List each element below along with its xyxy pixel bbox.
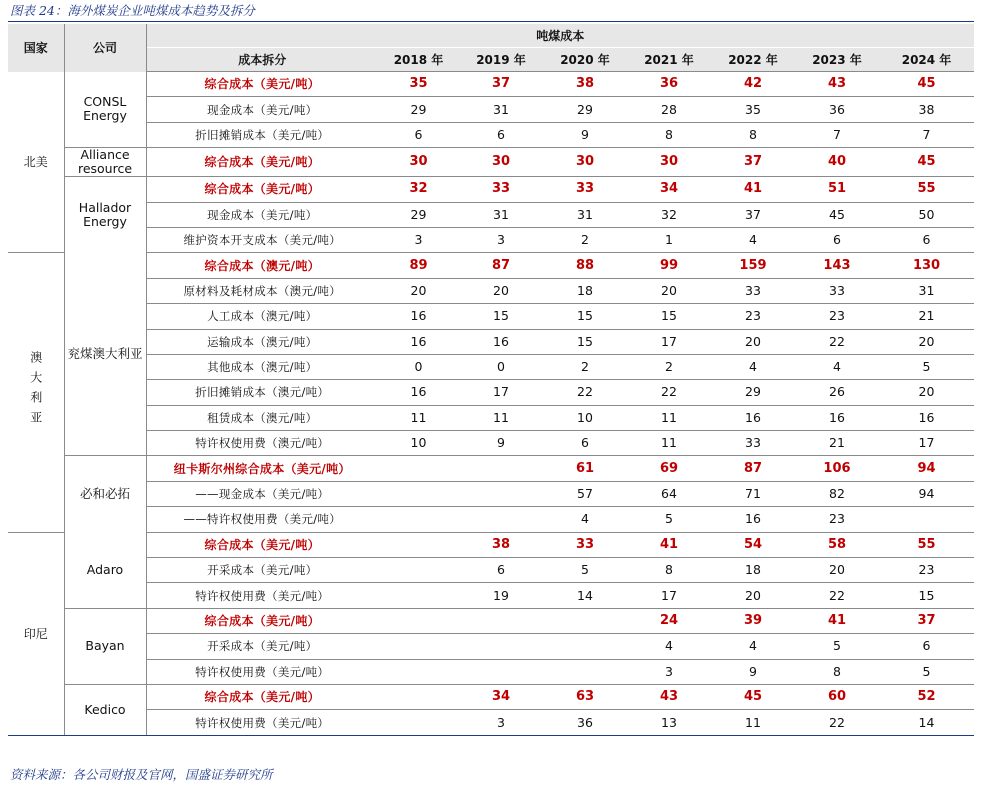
cost-value: 2	[627, 354, 711, 379]
cost-item-label: 折旧摊销成本（澳元/吨）	[146, 380, 378, 405]
cost-item-label: 人工成本（澳元/吨）	[146, 304, 378, 329]
cost-value: 87	[459, 253, 543, 278]
cost-value: 159	[711, 253, 795, 278]
cost-row	[8, 481, 974, 506]
cost-value: 60	[795, 684, 879, 709]
cost-value: 3	[378, 227, 459, 252]
cost-row	[8, 380, 974, 405]
cost-value: 20	[711, 583, 795, 608]
cost-value: 0	[459, 354, 543, 379]
cost-value: 20	[711, 329, 795, 354]
cost-value: 2	[543, 354, 627, 379]
cost-value: 42	[711, 72, 795, 97]
cost-value: 41	[711, 177, 795, 202]
cost-value: 2	[543, 227, 627, 252]
cost-value: 10	[378, 431, 459, 456]
cost-value: 13	[627, 710, 711, 735]
cost-value: 9	[543, 122, 627, 147]
cost-value: 5	[795, 634, 879, 659]
country-label: 澳大利亚	[28, 350, 43, 431]
country-cell	[8, 72, 64, 253]
cost-value: 16	[378, 304, 459, 329]
cost-item-label: 开采成本（美元/吨）	[146, 558, 378, 583]
cost-value: 11	[378, 405, 459, 430]
cost-value: 36	[627, 72, 711, 97]
cost-value: 5	[543, 558, 627, 583]
company-name: Kedico	[84, 701, 126, 717]
cost-value: 11	[459, 405, 543, 430]
cost-value: 51	[795, 177, 879, 202]
cost-value: 17	[627, 329, 711, 354]
cost-value: 20	[459, 278, 543, 303]
cost-value: 35	[378, 72, 459, 97]
header-row-top	[8, 24, 974, 48]
cost-row	[8, 710, 974, 735]
cost-value: 7	[879, 122, 974, 147]
cost-value	[378, 532, 459, 557]
cost-table	[8, 24, 974, 736]
cost-value: 10	[543, 405, 627, 430]
cost-row	[8, 278, 974, 303]
cost-item-label: 开采成本（美元/吨）	[146, 634, 378, 659]
cost-value: 30	[459, 148, 543, 177]
cost-value: 4	[711, 634, 795, 659]
cost-value: 45	[879, 72, 974, 97]
cost-value: 94	[879, 481, 974, 506]
company-cell	[64, 684, 146, 735]
cost-value: 37	[879, 608, 974, 633]
cost-value: 37	[711, 202, 795, 227]
cost-value	[378, 558, 459, 583]
cost-value: 33	[711, 278, 795, 303]
cost-value: 21	[795, 431, 879, 456]
cost-value: 23	[879, 558, 974, 583]
year-header: 2024 年	[879, 48, 974, 72]
company-cell	[64, 177, 146, 253]
cost-value: 28	[627, 97, 711, 122]
cost-value: 38	[543, 72, 627, 97]
cost-value: 4	[711, 227, 795, 252]
cost-value: 33	[543, 532, 627, 557]
cost-value: 82	[795, 481, 879, 506]
year-header: 2020 年	[543, 48, 627, 72]
cost-value: 58	[795, 532, 879, 557]
cost-value: 50	[879, 202, 974, 227]
year-header: 2023 年	[795, 48, 879, 72]
total-cost-row	[8, 456, 974, 481]
company-name: Alliance resource	[77, 147, 133, 177]
cost-value: 22	[795, 329, 879, 354]
cost-value: 143	[795, 253, 879, 278]
cost-value: 64	[627, 481, 711, 506]
cost-value	[378, 583, 459, 608]
cost-value: 99	[627, 253, 711, 278]
cost-value: 38	[459, 532, 543, 557]
cost-value: 15	[459, 304, 543, 329]
cost-value: 6	[459, 558, 543, 583]
cost-value: 22	[795, 710, 879, 735]
cost-value: 23	[795, 304, 879, 329]
cost-item-label: 综合成本（澳元/吨）	[146, 253, 378, 278]
year-header: 2022 年	[711, 48, 795, 72]
cost-value: 7	[795, 122, 879, 147]
cost-item-label: 现金成本（美元/吨）	[146, 97, 378, 122]
cost-value: 9	[711, 659, 795, 684]
cost-value: 22	[543, 380, 627, 405]
cost-value: 14	[879, 710, 974, 735]
country-cell	[8, 253, 64, 532]
cost-value: 32	[378, 177, 459, 202]
cost-value: 23	[795, 507, 879, 532]
country-label: 印尼	[23, 626, 48, 641]
cost-value: 5	[627, 507, 711, 532]
cost-value: 29	[378, 97, 459, 122]
cost-value: 15	[627, 304, 711, 329]
cost-value: 18	[543, 278, 627, 303]
cost-value: 20	[378, 278, 459, 303]
cost-item-label: ——现金成本（美元/吨）	[146, 481, 378, 506]
company-name: Hallador Energy	[78, 200, 132, 229]
cost-value: 106	[795, 456, 879, 481]
cost-value: 3	[627, 659, 711, 684]
cost-value: 14	[543, 583, 627, 608]
cost-value: 31	[459, 202, 543, 227]
cost-value: 17	[879, 431, 974, 456]
cost-value	[378, 710, 459, 735]
cost-value: 20	[795, 558, 879, 583]
cost-value: 33	[543, 177, 627, 202]
cost-value	[543, 659, 627, 684]
cost-item-label: 综合成本（美元/吨）	[146, 177, 378, 202]
cost-value	[459, 634, 543, 659]
cost-value: 15	[879, 583, 974, 608]
country-header: 国家	[8, 24, 64, 72]
cost-value: 57	[543, 481, 627, 506]
cost-value: 16	[459, 329, 543, 354]
total-cost-row	[8, 532, 974, 557]
cost-row	[8, 304, 974, 329]
year-header: 2019 年	[459, 48, 543, 72]
cost-value	[459, 456, 543, 481]
cost-value: 6	[879, 227, 974, 252]
cost-value: 5	[879, 659, 974, 684]
cost-value	[459, 659, 543, 684]
cost-value: 16	[711, 507, 795, 532]
cost-value: 17	[459, 380, 543, 405]
cost-item-label: 原材料及耗材成本（澳元/吨）	[146, 278, 378, 303]
cost-value: 33	[795, 278, 879, 303]
cost-value	[378, 659, 459, 684]
cost-value: 63	[543, 684, 627, 709]
cost-value: 87	[711, 456, 795, 481]
header-row-years	[8, 48, 974, 72]
cost-item-label: 维护资本开支成本（美元/吨）	[146, 227, 378, 252]
cost-value	[459, 608, 543, 633]
cost-item-label: 其他成本（澳元/吨）	[146, 354, 378, 379]
cost-value: 71	[711, 481, 795, 506]
cost-value: 30	[378, 148, 459, 177]
cost-value: 130	[879, 253, 974, 278]
cost-item-label: 纽卡斯尔州综合成本（美元/吨）	[146, 456, 378, 481]
cost-value: 20	[879, 329, 974, 354]
cost-row	[8, 583, 974, 608]
cost-item-label: 特许权使用费（美元/吨）	[146, 710, 378, 735]
company-name: 兖煤澳大利亚	[67, 346, 143, 362]
company-cell	[64, 456, 146, 532]
cost-item-label: 运输成本（澳元/吨）	[146, 329, 378, 354]
cost-value: 55	[879, 177, 974, 202]
total-cost-row	[8, 684, 974, 709]
title-divider	[8, 21, 974, 22]
breakdown-header: 成本拆分	[146, 48, 378, 72]
cost-row	[8, 558, 974, 583]
cost-value: 3	[459, 710, 543, 735]
cost-item-label: 现金成本（美元/吨）	[146, 202, 378, 227]
cost-value: 36	[543, 710, 627, 735]
cost-row	[8, 431, 974, 456]
cost-value: 30	[543, 148, 627, 177]
cost-value: 15	[543, 304, 627, 329]
cost-value: 33	[459, 177, 543, 202]
cost-value: 89	[378, 253, 459, 278]
cost-value: 11	[711, 710, 795, 735]
cost-value: 4	[627, 634, 711, 659]
cost-row	[8, 329, 974, 354]
company-name: CONSL Energy	[83, 94, 127, 124]
cost-value: 32	[627, 202, 711, 227]
figure-title: 图表 24：海外煤炭企业吨煤成本趋势及拆分	[10, 3, 255, 18]
cost-value: 34	[459, 684, 543, 709]
cost-value: 41	[627, 532, 711, 557]
cost-value	[543, 634, 627, 659]
total-cost-row	[8, 72, 974, 97]
cost-row	[8, 227, 974, 252]
cost-row	[8, 122, 974, 147]
cost-value: 16	[879, 405, 974, 430]
cost-value: 8	[627, 122, 711, 147]
company-name: 必和必拓	[79, 486, 130, 502]
cost-value: 6	[879, 634, 974, 659]
cost-value	[378, 456, 459, 481]
cost-value: 19	[459, 583, 543, 608]
cost-value: 6	[795, 227, 879, 252]
cost-row	[8, 354, 974, 379]
cost-value	[879, 507, 974, 532]
cost-row	[8, 202, 974, 227]
cost-value: 6	[459, 122, 543, 147]
cost-value	[378, 684, 459, 709]
cost-value: 4	[795, 354, 879, 379]
cost-value	[543, 608, 627, 633]
cost-value: 8	[627, 558, 711, 583]
total-cost-row	[8, 177, 974, 202]
company-name: Adaro	[86, 561, 124, 577]
cost-value: 3	[459, 227, 543, 252]
cost-item-label: 综合成本（美元/吨）	[146, 148, 378, 177]
year-header: 2018 年	[378, 48, 459, 72]
cost-value: 6	[543, 431, 627, 456]
cost-group-header: 吨煤成本	[146, 24, 974, 48]
cost-value: 11	[627, 405, 711, 430]
cost-value: 1	[627, 227, 711, 252]
cost-value: 29	[711, 380, 795, 405]
cost-value: 88	[543, 253, 627, 278]
company-cell	[64, 148, 146, 177]
cost-value: 22	[795, 583, 879, 608]
cost-value: 45	[879, 148, 974, 177]
company-cell	[64, 72, 146, 148]
cost-value: 43	[795, 72, 879, 97]
cost-value: 40	[795, 148, 879, 177]
cost-item-label: 租赁成本（澳元/吨）	[146, 405, 378, 430]
cost-value: 20	[879, 380, 974, 405]
cost-value: 45	[711, 684, 795, 709]
cost-item-label: 特许权使用费（美元/吨）	[146, 583, 378, 608]
cost-item-label: 综合成本（美元/吨）	[146, 72, 378, 97]
cost-value: 36	[795, 97, 879, 122]
cost-value: 29	[543, 97, 627, 122]
cost-value: 31	[879, 278, 974, 303]
cost-value: 37	[459, 72, 543, 97]
company-cell	[64, 253, 146, 456]
cost-value	[378, 634, 459, 659]
cost-value	[459, 507, 543, 532]
cost-value: 52	[879, 684, 974, 709]
cost-item-label: ——特许权使用费（美元/吨）	[146, 507, 378, 532]
cost-value: 11	[627, 431, 711, 456]
cost-row	[8, 405, 974, 430]
cost-row	[8, 97, 974, 122]
cost-item-label: 特许权使用费（美元/吨）	[146, 659, 378, 684]
company-name: Bayan	[85, 638, 125, 654]
cost-value: 31	[459, 97, 543, 122]
cost-value: 30	[627, 148, 711, 177]
cost-value: 16	[378, 380, 459, 405]
cost-value: 5	[879, 354, 974, 379]
country-label: 北美	[23, 154, 48, 169]
cost-value: 34	[627, 177, 711, 202]
cost-value	[378, 481, 459, 506]
cost-value: 55	[879, 532, 974, 557]
cost-value: 8	[795, 659, 879, 684]
total-cost-row	[8, 608, 974, 633]
cost-value: 43	[627, 684, 711, 709]
country-cell	[8, 532, 64, 735]
cost-item-label: 折旧摊销成本（美元/吨）	[146, 122, 378, 147]
cost-value: 35	[711, 97, 795, 122]
cost-value: 16	[795, 405, 879, 430]
cost-value: 37	[711, 148, 795, 177]
cost-value: 15	[543, 329, 627, 354]
cost-value	[378, 608, 459, 633]
cost-value: 26	[795, 380, 879, 405]
cost-value: 38	[879, 97, 974, 122]
total-cost-row	[8, 148, 974, 177]
cost-value: 22	[627, 380, 711, 405]
cost-value: 16	[711, 405, 795, 430]
cost-value: 29	[378, 202, 459, 227]
cost-row	[8, 634, 974, 659]
cost-item-label: 综合成本（美元/吨）	[146, 532, 378, 557]
cost-value: 4	[543, 507, 627, 532]
cost-row	[8, 659, 974, 684]
cost-value: 45	[795, 202, 879, 227]
cost-value	[459, 481, 543, 506]
cost-value: 20	[627, 278, 711, 303]
cost-value: 17	[627, 583, 711, 608]
company-cell	[64, 608, 146, 684]
cost-value: 6	[378, 122, 459, 147]
cost-row	[8, 507, 974, 532]
company-header: 公司	[64, 24, 146, 72]
cost-value: 0	[378, 354, 459, 379]
cost-value: 16	[378, 329, 459, 354]
cost-value: 4	[711, 354, 795, 379]
source-note: 资料来源：各公司财报及官网，国盛证券研究所	[10, 767, 273, 782]
cost-value: 9	[459, 431, 543, 456]
cost-value: 21	[879, 304, 974, 329]
cost-item-label: 综合成本（美元/吨）	[146, 684, 378, 709]
cost-value: 94	[879, 456, 974, 481]
cost-value: 18	[711, 558, 795, 583]
cost-value: 8	[711, 122, 795, 147]
cost-value: 41	[795, 608, 879, 633]
cost-value: 23	[711, 304, 795, 329]
cost-value: 24	[627, 608, 711, 633]
total-cost-row	[8, 253, 974, 278]
cost-item-label: 综合成本（美元/吨）	[146, 608, 378, 633]
cost-value: 33	[711, 431, 795, 456]
cost-value	[378, 507, 459, 532]
year-header: 2021 年	[627, 48, 711, 72]
cost-value: 61	[543, 456, 627, 481]
cost-value: 39	[711, 608, 795, 633]
cost-value: 31	[543, 202, 627, 227]
cost-value: 69	[627, 456, 711, 481]
cost-item-label: 特许权使用费（澳元/吨）	[146, 431, 378, 456]
company-cell	[64, 532, 146, 608]
cost-value: 54	[711, 532, 795, 557]
